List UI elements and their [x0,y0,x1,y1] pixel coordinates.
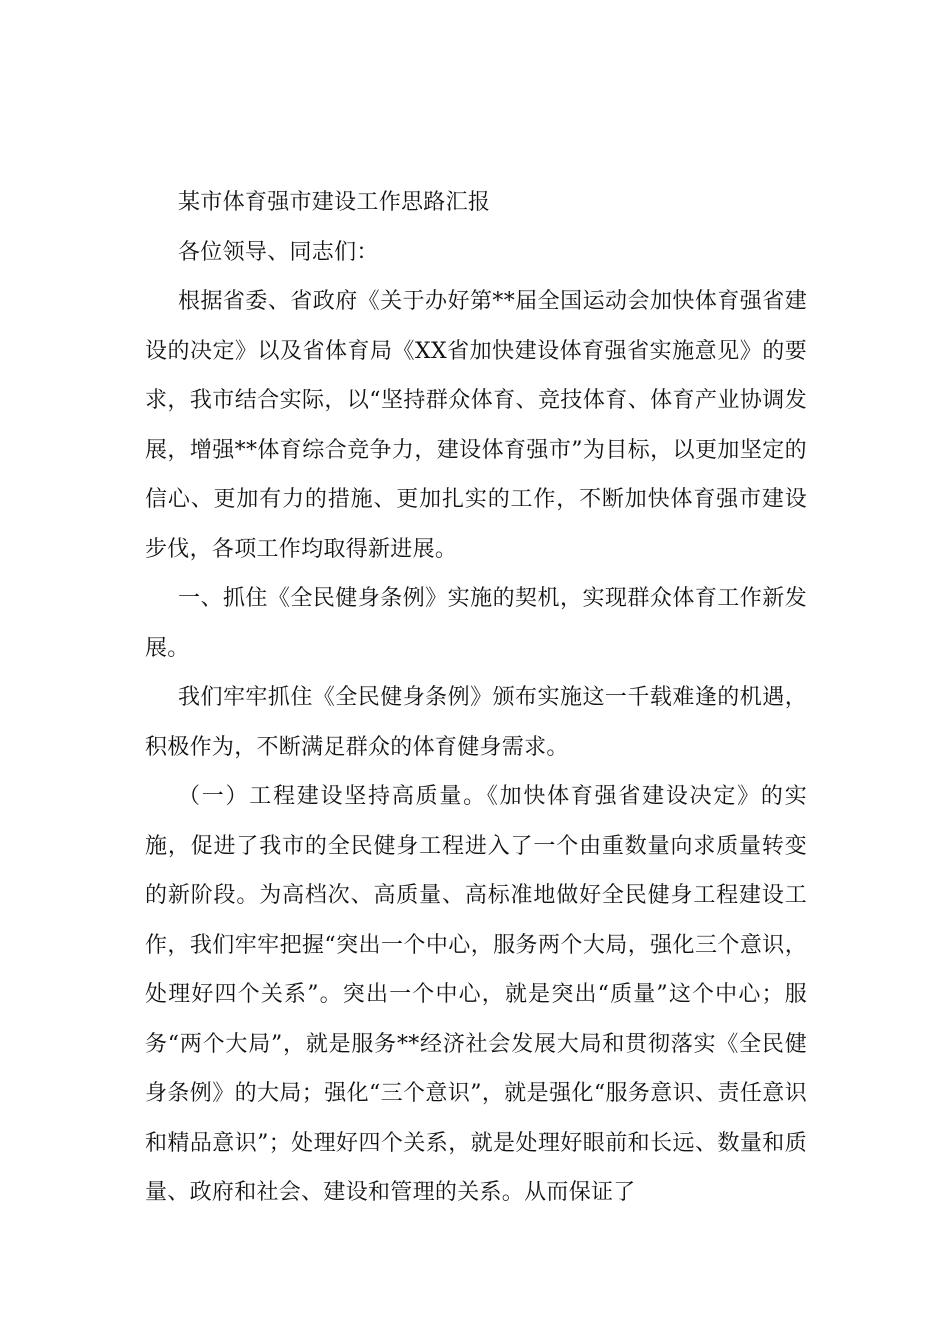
paragraph-section-1: 我们牢牢抓住《全民健身条例》颁布实施这一千载难逢的机遇，积极作为，不断满足群众的体育健身需求。 [145,685,807,760]
salutation: 各位领导、同志们： [178,239,379,265]
document-body [145,178,807,1218]
paragraph-subsection-1: （一）工程建设坚持高质量。《加快体育强省建设决定》的实施，促进了我市的全民健身工程进入了一个由重数量向求质量转变的新阶段。为高档次、高质量、高标准地做好全民健身工程建设工作，我们牢牢把握“突出一个中心，服务两个大局，强化三个意识，处理好四个关系”。突出一个中心，就是突出“质量”这个中心；服务“两个大局”，就是服务**经济社会发展大局和贯彻落实《全民健身条例》的大局；强化“三个意识”，就是强化“服务意识、责任意识和精品意识”；处理好四个关系，就是处理好眼前和长远、数量和质量、政府和社会、建设和管理的关系。从而保证了 [145,784,807,1205]
document-title: 某市体育强市建设工作思路汇报 [178,190,491,215]
section-heading-1: 一、抓住《全民健身条例》实施的契机，实现群众体育工作新发展。 [145,586,807,661]
paragraph-intro: 根据省委、省政府《关于办好第**届全国运动会加快体育强省建设的决定》以及省体育局《XX省加快建设体育强省实施意见》的要求，我市结合实际，以“坚持群众体育、竞技体育、体育产业协调发展，增强**体育综合竞争力，建设体育强市”为目标，以更加坚定的信心、更加有力的措施、更加扎实的工作，不断加快体育强市建设步伐，各项工作均取得新进展。 [145,289,807,562]
